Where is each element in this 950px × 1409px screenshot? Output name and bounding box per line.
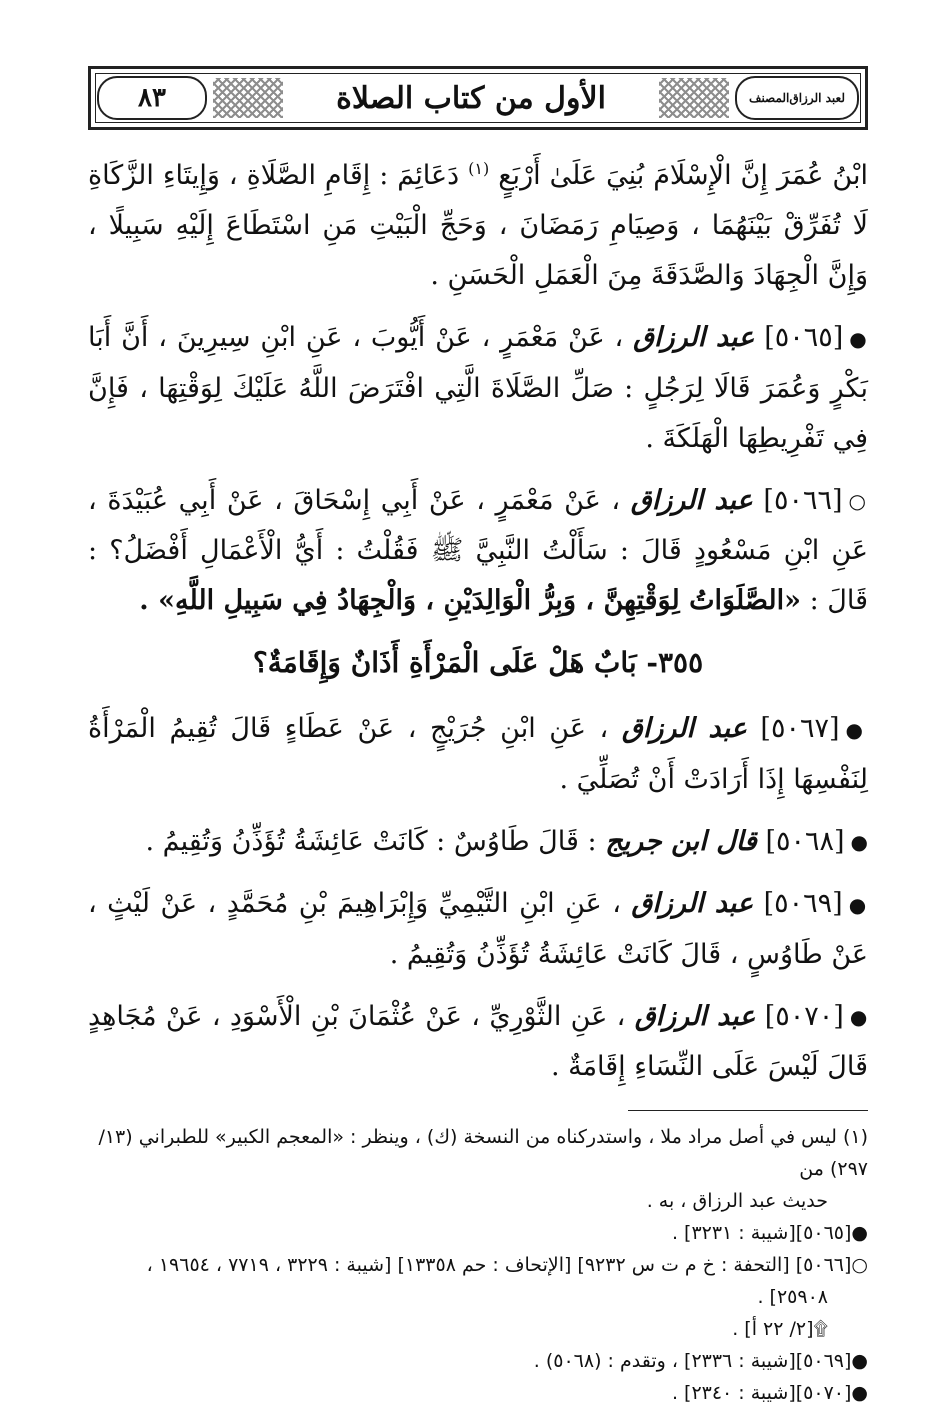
hadith-number: [٥٠٦٧] (760, 713, 840, 744)
hadith-text: : قَالَ طَاوُسٌ : كَانَتْ عَائِشَةُ تُؤَذِّنُ وَتُقِيمُ . (145, 825, 597, 857)
header-right (659, 76, 859, 120)
footnote-text: [٥٠٧٠][شيبة : ٢٣٤٠] . (671, 1382, 852, 1404)
footnote-text: [٥٠٦٥][شيبة : ٣٢٣١] . (671, 1222, 852, 1244)
ornament-right-icon (659, 78, 729, 118)
header-left (97, 76, 283, 120)
circle-icon: ○ (851, 1254, 868, 1276)
narrator: عبد الرزاق (621, 713, 747, 744)
chapter-heading: ٣٥٥- بَابٌ هَلْ عَلَى الْمَرْأَةِ أَذَانٌ وَإِقَامَةٌ؟ (252, 646, 704, 679)
hadith-number: [٥٠٦٦] (763, 484, 843, 516)
hadith-text: ، عَنِ الثَّوْرِيِّ ، عَنْ عُثْمَانَ بْنِ الْأَسْوَدِ ، عَنْ مُجَاهِدٍ قَالَ لَيْسَ عَلَى النِّسَاءِ إِقَامَةٌ . (88, 1000, 868, 1082)
bullet-icon: ● (851, 1222, 868, 1244)
hadith-5065 (88, 313, 868, 464)
footnote-1: (١) ليس في أصل مراد ملا ، واستدركناه من النسخة (ك) ، وينظر : «المعجم الكبير» للطبراني (١٣/ ٢٩٧) من (98, 1126, 868, 1180)
prophetic-quote: «الصَّلَوَاتُ لِوَقْتِهِنَّ ، وَبِرُّ الْوَالِدَيْنِ ، وَالْجِهَادُ فِي سَبِيلِ اللَّهِ» . (139, 585, 801, 616)
page-number: ٨٣ (97, 76, 207, 120)
circle-icon: ○ (848, 489, 868, 513)
hadith-text: ، عَنِ ابْنِ جُرَيْجٍ ، عَنْ عَطَاءٍ قَالَ تُقِيمُ الْمَرْأَةُ لِنَفْسِهَا إِذَا أَرَادَتْ أَنْ تُصَلِّيَ . (88, 713, 868, 795)
hadith-text: ، عَنْ مَعْمَرٍ ، عَنْ أَبِي إِسْحَاقَ ، عَنْ أَبِي عُبَيْدَةَ ، عَنِ ابْنِ مَسْعُودٍ قَالَ : سَأَلْتُ النَّبِيَّ ﷺ فَقُلْتُ : أَيُّ الْأَعْمَالِ أَفْضَلُ؟ : قَالَ : (88, 484, 868, 616)
hadith-5066 (88, 476, 868, 627)
hadith-5068 (88, 817, 868, 868)
footnote-ref-1[interactable]: (١) (468, 159, 490, 178)
bullet-icon: ● (850, 830, 868, 854)
paragraph-continuation (88, 144, 868, 301)
footnote-text: [٥٠٦٦] [التحفة : خ م ت س ٩٢٣٢] [الإتحاف : حم ١٣٣٥٨] [شيبة : ٣٢٢٩ ، ٧٧١٩ ، ١٩٦٥٤ ، (146, 1254, 852, 1276)
footnote-5066 (88, 1249, 868, 1281)
logo-line2: لعبد الرزاق (789, 90, 845, 105)
narrator: عبد الرزاق (633, 322, 755, 353)
footnote-text: [٢/ ٢٢ أ] . (732, 1318, 814, 1340)
bullet-icon: ● (845, 717, 868, 742)
bullet-icon: ● (851, 1350, 868, 1372)
bullet-icon: ● (849, 1005, 869, 1029)
footnote-1-cont: حديث عبد الرزاق ، به . (646, 1190, 828, 1212)
ornament-left-icon (213, 78, 283, 118)
main-text (88, 144, 868, 1092)
hadith-number: [٥٠٧٠] (764, 1000, 844, 1032)
hadith-5069 (88, 879, 868, 980)
hadith-number: [٥٠٦٩] (763, 888, 843, 919)
hadith-5070 (88, 992, 868, 1093)
hadith-number: [٥٠٦٨] (765, 825, 845, 857)
narrator: عبد الرزاق (630, 484, 753, 516)
ref-icon: ۩ (813, 1318, 828, 1340)
footnote-divider (628, 1110, 868, 1111)
footnote-ref (88, 1313, 868, 1345)
bullet-icon: ● (849, 326, 869, 351)
narrator: عبد الرزاق (631, 888, 754, 919)
page-header (88, 66, 868, 130)
narrator: قال ابن جريج (605, 825, 757, 857)
bullet-icon: ● (851, 1382, 868, 1404)
p1-rest: دَعَائِمَ : إِقَامِ الصَّلَاةِ ، وَإِيتَاءِ الزَّكَاةِ لَا تُفَرِّقْ بَيْنَهُمَا ، وَصِيَامِ رَمَضَانَ ، وَحَجِّ الْبَيْتِ مَنِ اسْتَطَاعَ إِلَيْهِ سَبِيلًا ، وَإِنَّ الْجِهَادَ وَالصَّدَقَةَ مِنَ الْعَمَلِ الْحَسَنِ . (88, 160, 868, 291)
logo-line1: المصنف (749, 90, 790, 105)
footnote-5066-cont: ٢٥٩٠٨] . (757, 1286, 828, 1308)
hadith-5067 (88, 704, 868, 805)
footnote-text: [٥٠٦٩][شيبة : ٢٣٣٦] ، وتقدم : (٥٠٦٨) . (533, 1350, 852, 1372)
p1-text: ابْنُ عُمَرَ إِنَّ الْإِسْلَامَ بُنِيَ عَلَىٰ أَرْبَعٍ (498, 160, 868, 191)
hadith-text: ، عَنِ ابْنِ التَّيْمِيِّ وَإِبْرَاهِيمَ بْنِ مُحَمَّدٍ ، عَنْ لَيْثٍ ، عَنْ طَاوُسٍ ، قَالَ كَانَتْ عَائِشَةُ تُؤَذِّنُ وَتُقِيمُ . (88, 888, 868, 970)
narrator: عبد الرزاق (634, 1000, 756, 1032)
hadith-number: [٥٠٦٥] (764, 322, 844, 353)
footnote-5070 (88, 1377, 868, 1409)
hadith-text: ، عَنْ مَعْمَرٍ ، عَنْ أَيُّوبَ ، عَنِ ابْنِ سِيرِينَ ، أَنَّ أَبَا بَكْرٍ وَعُمَرَ قَالَا لِرَجُلٍ : صَلِّ الصَّلَاةَ الَّتِي افْتَرَضَ اللَّهُ عَلَيْكَ لِوَقْتِهَا ، فَإِنَّ فِي تَفْرِيطِهَا الْهَلَكَةَ . (88, 322, 868, 454)
footnotes (88, 1121, 868, 1409)
book-logo (735, 76, 859, 120)
footnote-5069 (88, 1345, 868, 1377)
page (88, 66, 869, 1404)
footnote-5065 (88, 1217, 868, 1249)
bullet-icon: ● (848, 892, 869, 917)
header-title: الأول من كتاب الصلاة (320, 81, 622, 116)
